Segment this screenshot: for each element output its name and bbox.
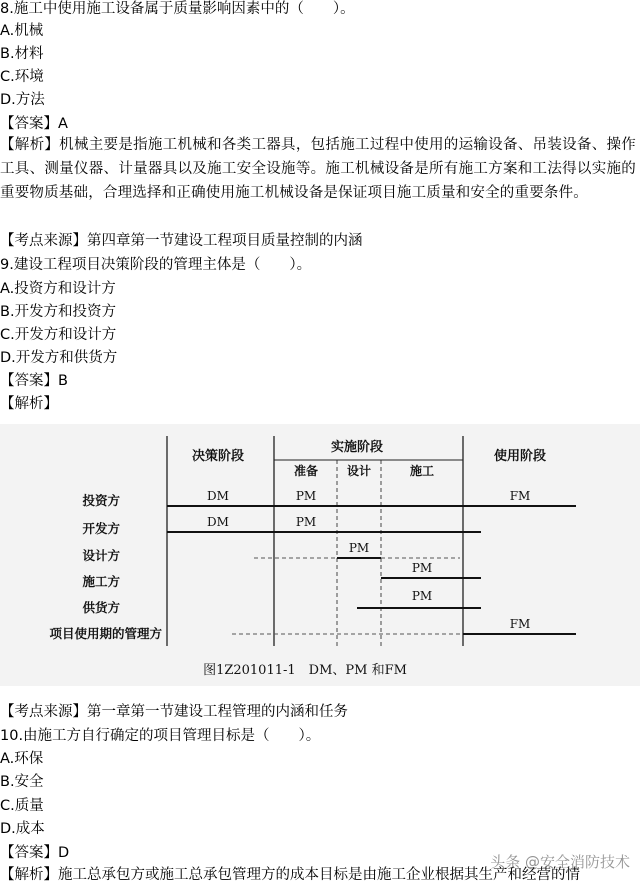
label-pm-supplier: PM (411, 589, 433, 603)
phase-use: 使用阶段 (493, 449, 547, 464)
row-supplier: 供货方 (82, 600, 120, 615)
q9-option-d: D.开发方和供货方 (0, 350, 118, 366)
phase-preparation: 准备 (293, 464, 319, 478)
label-pm-developer: PM (295, 515, 317, 529)
q9-option-c: C.开发方和设计方 (0, 327, 117, 343)
phase-implementation: 实施阶段 (330, 440, 384, 455)
label-fm-investor: FM (509, 489, 531, 503)
q9-stem: 9.建设工程项目决策阶段的管理主体是（ ）。 (0, 257, 312, 273)
diagram-caption: 图1Z201011-1 DM、PM 和FM (203, 663, 407, 678)
row-investor: 投资方 (82, 493, 120, 508)
row-operation-manager: 项目使用期的管理方 (49, 626, 162, 641)
q10-option-b: B.安全 (0, 774, 44, 790)
watermark: 头条 @安全消防技术 (490, 853, 630, 871)
dm-pm-fm-diagram (0, 424, 640, 686)
q8-option-d: D.方法 (0, 92, 45, 108)
q8-answer: 【答案】A (0, 116, 68, 132)
q8-option-b: B.材料 (0, 46, 44, 62)
q9-answer: 【答案】B (0, 373, 68, 389)
row-designer: 设计方 (82, 548, 120, 563)
phase-construction: 施工 (409, 464, 435, 478)
q10-option-d: D.成本 (0, 821, 45, 837)
label-fm-operation: FM (509, 617, 531, 631)
q8-source: 【考点来源】第四章第一节建设工程项目质量控制的内涵 (0, 233, 363, 249)
q8-option-c: C.环境 (0, 69, 44, 85)
label-pm-contractor: PM (411, 561, 433, 575)
phase-decision: 决策阶段 (191, 449, 245, 464)
q10-answer: 【答案】D (0, 845, 70, 861)
q9-option-b: B.开发方和投资方 (0, 304, 117, 320)
q9-source: 【考点来源】第一章第一节建设工程管理的内涵和任务 (0, 704, 348, 720)
label-dm-investor: DM (207, 489, 229, 503)
label-dm-developer: DM (207, 515, 229, 529)
q10-option-c: C.质量 (0, 798, 44, 814)
q8-analysis: 【解析】机械主要是指施工机械和各类工器具，包括施工过程中使用的运输设备、吊装设备、操作工具、测量仪器、计量器具以及施工安全设施等。施工机械设备是所有施工方案和工法得以实施的重要物质基础，合理选择和正确使用施工机械设备是保证项目施工质量和安全的重要条件。 (0, 137, 636, 201)
q10-option-a: A.环保 (0, 751, 44, 767)
q9-option-a: A.投资方和设计方 (0, 281, 116, 297)
label-pm-investor: PM (295, 489, 317, 503)
row-contractor: 施工方 (82, 574, 120, 589)
q10-analysis: 【解析】施工总承包方或施工总承包管理方的成本目标是由施工企业根据其生产和经营的情 (0, 867, 580, 883)
q10-stem: 10.由施工方自行确定的项目管理目标是（ ）。 (0, 728, 321, 744)
phase-design: 设计 (346, 464, 372, 478)
q8-stem: 8.施工中使用施工设备属于质量影响因素中的（ ）。 (0, 1, 355, 17)
q9-analysis: 【解析】 (0, 396, 58, 412)
q8-option-a: A.机械 (0, 23, 44, 39)
label-pm-designer: PM (348, 541, 370, 555)
row-developer: 开发方 (82, 521, 120, 536)
